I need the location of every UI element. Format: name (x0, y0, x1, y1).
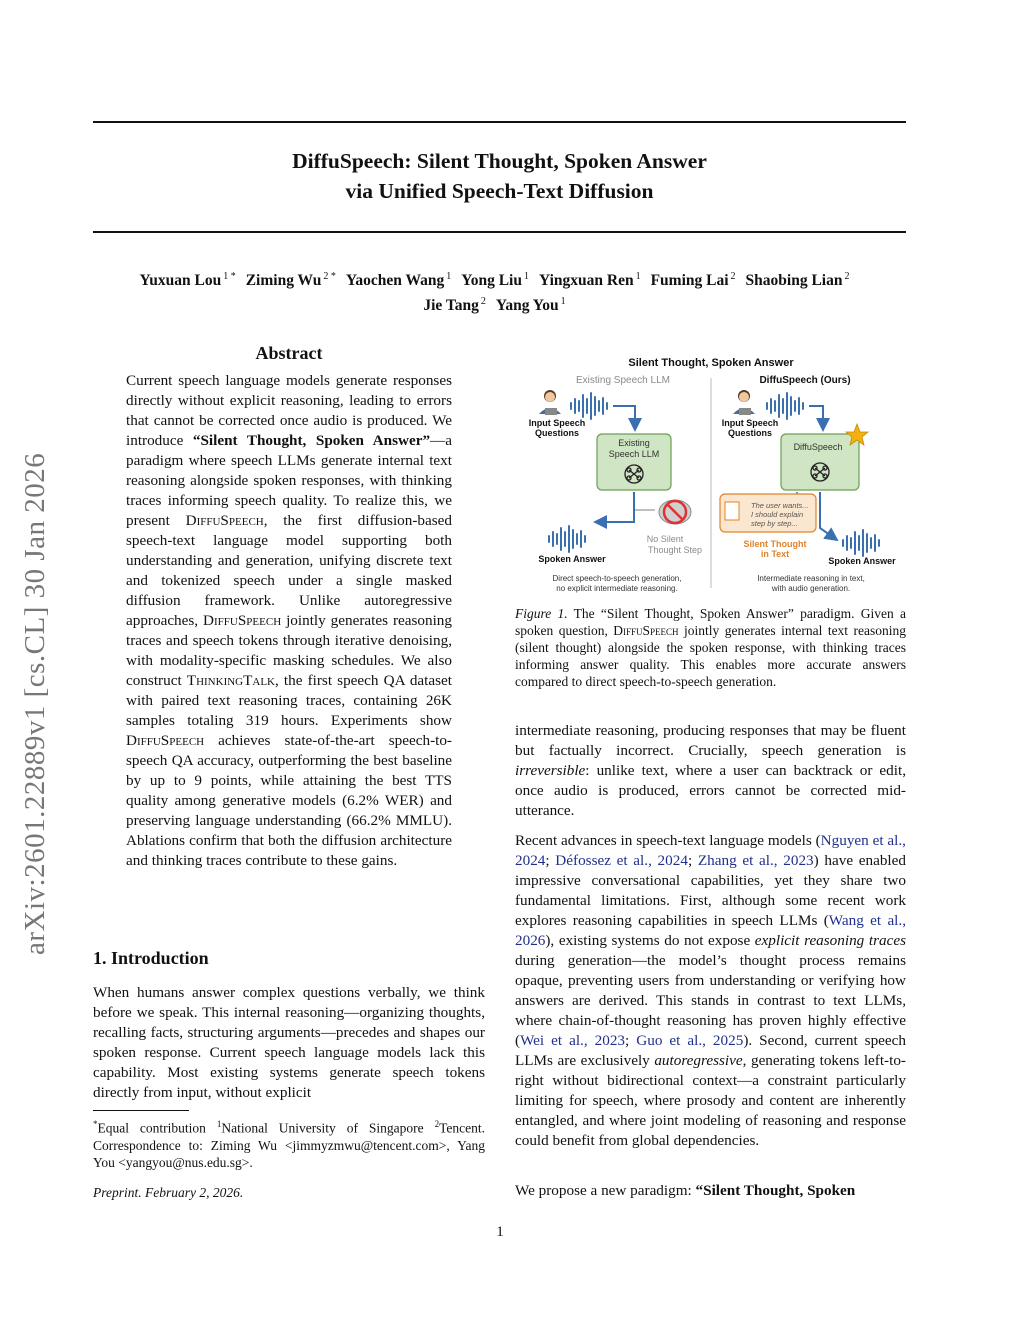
waveform-icon-right (767, 393, 803, 419)
author-name: Yong Liu $^1$ (461, 271, 529, 289)
right-paragraph-2: Recent advances in speech-text language models (Nguyen et al., 2024; Défossez et al., 2024; Zhang et al., 2023) have enabled impressive conversational capabilities, yet they share two fundamental limitations. First, although some recent work explores reasoning capabilities in speech LLMs (Wang et al., 2026), existing systems do not expose explicit reasoning traces during generation—the model’s thought process remains opaque, preventing users from understanding or verifying how answers are derived. This stands in contrast to text LLMs, where chain-of-thought reasoning has proven highly effective (Wei et al., 2023; Guo et al., 2025). Second, current speech LLMs are exclusively autoregressive, generating tokens left-to-right without bidirectional context—a constraint particularly limiting for speech, where prosody and content are inherently entangled, and where joint modeling of reasoning and response could benefit from global dependencies. (515, 832, 906, 1149)
svg-text:Direct speech-to-speech genera: Direct speech-to-speech generation, (552, 574, 682, 583)
output-waveform-icon (549, 526, 585, 552)
figure-1-caption: Figure 1. The “Silent Thought, Spoken Answer” paradigm. Given a spoken question, DiffuSpeech jointly generates internal text reasoning (silent thought) alongside the spoken response, with thinking traces informing answer quality. This enables more accurate answers compared to direct speech-to-speech generation. (515, 606, 906, 689)
svg-text:DiffuSpeech: DiffuSpeech (793, 442, 843, 452)
right-panel-header: DiffuSpeech (Ours) (759, 375, 851, 386)
svg-text:Existing: Existing (618, 438, 650, 448)
svg-text:No Silent: No Silent (646, 534, 684, 544)
page-number: 1 (496, 1224, 504, 1240)
authors-line-1 (93, 266, 906, 291)
abstract-heading: Abstract (255, 343, 323, 363)
svg-text:Input Speech: Input Speech (721, 418, 779, 428)
introduction-paragraph: When humans answer complex questions verbally, we think before we speak. This internal reasoning—organizing thoughts, recalling facts, structuring arguments—precedes and shapes our spoken response. Current speech language models lack this capability. Most existing systems generate speech tokens directly from input, without explicit (93, 984, 485, 1101)
svg-text:Intermediate reasoning in text: Intermediate reasoning in text, (757, 574, 865, 583)
author-name: Fuming Lai $^2$ (650, 271, 736, 289)
svg-text:Thought Step: Thought Step (647, 545, 703, 555)
svg-text:step by step...: step by step... (751, 519, 798, 528)
footnote-rule (93, 1110, 189, 1111)
author-name: Yingxuan Ren $^1$ (538, 271, 641, 289)
svg-text:no explicit intermediate reaso: no explicit intermediate reasoning. (556, 584, 678, 593)
no-thought-icon (659, 500, 691, 524)
author-name: Yaochen Wang $^1$ (345, 271, 452, 289)
citation-nguyen[interactable]: Nguyen et al., 2024 (515, 832, 906, 869)
author-list (93, 266, 906, 316)
abstract-body: Current speech language models generate responses directly without explicit reasoning, leading to errors that cannot be corrected once audio is produced. We introduce “Silent Thought, Spoken Answer”—a paradigm where speech LLMs generate internal text reasoning alongside spoken responses, with thinking traces informing speech quality. To realize this, we present DiffuSpeech, the first diffusion-based speech-text language model supporting both understanding and generation, unifying discrete text and tokenized speech under a single masked diffusion framework. Unlike autoregressive approaches, DiffuSpeech jointly generates reasoning traces and speech tokens through iterative denoising, with modality-specific masking schedules. We also construct ThinkingTalk, the first speech QA dataset with paired text reasoning traces, containing 26K samples totaling 319 hours. Experiments show DiffuSpeech achieves state-of-the-art speech-to-speech QA accuracy, outperforming the best baseline by up to 9 points, while attaining the best TTS quality among generative models (6.2% WER) and preserving language understanding (66.2% MMLU). Ablations confirm that both the diffusion architecture and thinking traces contribute to these gains. (126, 372, 453, 869)
svg-text:Questions: Questions (534, 428, 580, 438)
author-name: Ziming Wu $^{2 *}$ (245, 271, 336, 289)
figure-1-diagram (515, 350, 906, 600)
title-rule-bottom (93, 231, 906, 233)
right-paragraph-1: intermediate reasoning, producing responses that may be fluent but factually incorrect. Crucially, speech generation is irreversible: unlike text, where a user can backtrack or edit, once audio is produced, errors cannot be corrected mid-utterance. (515, 722, 906, 819)
citation-wang[interactable]: Wang et al., 2026 (515, 912, 906, 949)
svg-text:in Text: in Text (760, 549, 790, 559)
svg-text:Silent Thought: Silent Thought (743, 539, 807, 549)
svg-text:with audio generation.: with audio generation. (771, 584, 851, 593)
waveform-icon (571, 393, 607, 419)
svg-text:Input Speech: Input Speech (528, 418, 586, 428)
person-icon-right (733, 390, 755, 415)
output-waveform-icon-right (843, 530, 879, 556)
author-name: Shaobing Lian $^2$ (745, 271, 850, 289)
figure-title: Silent Thought, Spoken Answer (628, 357, 794, 369)
citation-zhang[interactable]: Zhang et al., 2023 (697, 852, 814, 869)
person-icon (539, 390, 561, 415)
right-paragraph-3: We propose a new paradigm: “Silent Thought, Spoken (515, 1182, 856, 1199)
preprint-date: Preprint. February 2, 2026. (93, 1185, 244, 1200)
author-name: Yuxuan Lou $^{1 *}$ (139, 271, 236, 289)
svg-text:Questions: Questions (727, 428, 773, 438)
citation-defossez[interactable]: Défossez et al., 2024 (555, 852, 688, 869)
citation-guo[interactable]: Guo et al., 2025 (636, 1032, 744, 1049)
paper-title (93, 146, 906, 206)
title-line-1: DiffuSpeech: Silent Thought, Spoken Answer (292, 149, 707, 173)
title-rule-top (93, 121, 906, 123)
authors-line-2 (93, 291, 906, 316)
note-icon (725, 502, 739, 520)
svg-text:Spoken Answer: Spoken Answer (828, 556, 896, 566)
author-name: Yang You $^1$ (495, 296, 566, 314)
citation-wei[interactable]: Wei et al., 2023 (520, 1032, 626, 1049)
arxiv-identifier: arXiv:2601.22889v1 [cs.CL] 30 Jan 2026 (19, 452, 51, 955)
introduction-heading: 1. Introduction (93, 948, 209, 968)
footnote: *Equal contribution $^1$National University of Singapore $^2$Tencent. Correspondence to: Ziming Wu <jimmyzmwu@tencent.com>, Yang You <yangyou@nus.edu.sg>. (93, 1119, 486, 1170)
title-line-2: via Unified Speech-Text Diffusion (345, 179, 654, 203)
svg-text:The user wants...: The user wants... (751, 501, 809, 510)
left-panel-header: Existing Speech LLM (576, 375, 670, 386)
svg-text:I should explain: I should explain (751, 510, 804, 519)
author-name: Jie Tang $^2$ (423, 296, 486, 314)
svg-text:Spoken Answer: Spoken Answer (538, 554, 606, 564)
svg-text:Speech LLM: Speech LLM (608, 449, 660, 459)
